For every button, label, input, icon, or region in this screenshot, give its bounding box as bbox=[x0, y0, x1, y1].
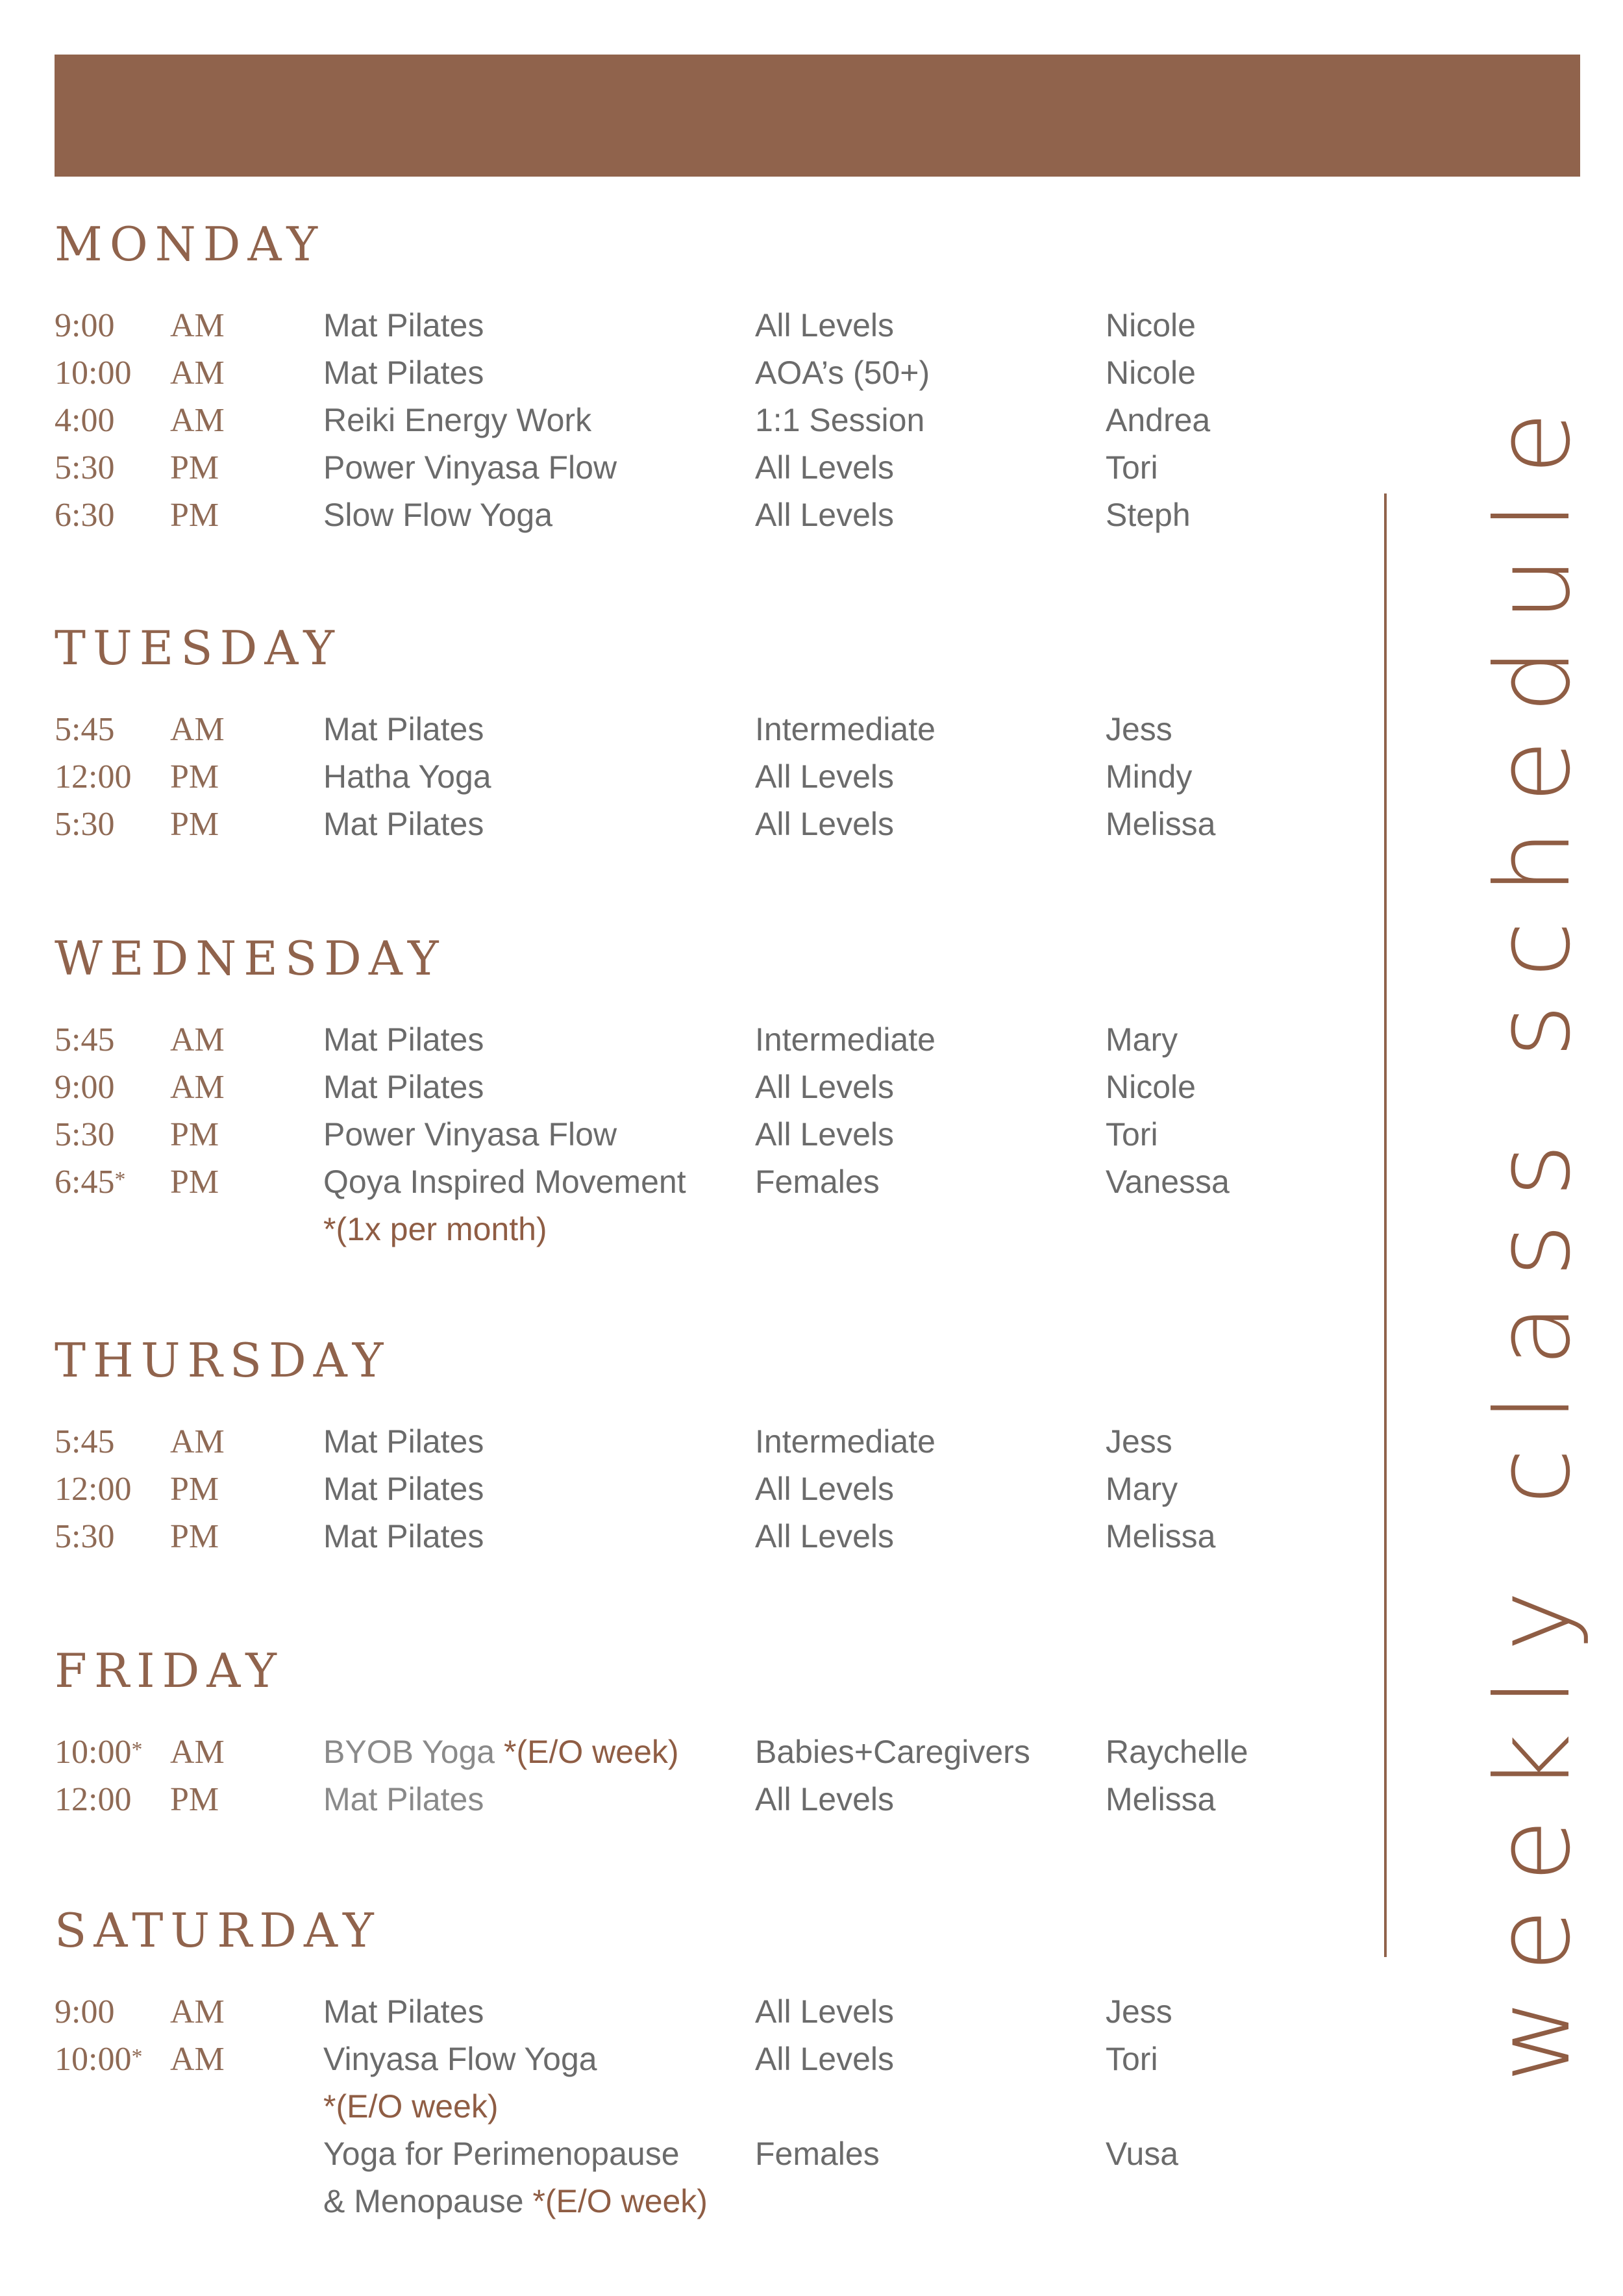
class-time: 10:00* bbox=[55, 2041, 143, 2078]
class-note: *(E/O week) bbox=[504, 1734, 679, 1770]
class-name: Power Vinyasa Flow bbox=[323, 449, 617, 486]
schedule-row bbox=[0, 1776, 1363, 1823]
class-ampm: PM bbox=[170, 1781, 219, 1818]
class-level: Intermediate bbox=[755, 711, 935, 747]
schedule-row bbox=[0, 1418, 1363, 1466]
class-time: 5:30 bbox=[55, 1518, 115, 1555]
schedule-row bbox=[0, 1016, 1363, 1064]
class-name-line2: & Menopause *(E/O week) bbox=[323, 2183, 708, 2219]
schedule-row-note bbox=[0, 2083, 1363, 2130]
class-ampm: PM bbox=[170, 806, 219, 843]
day-heading-friday: FRIDAY bbox=[55, 1643, 284, 1698]
vertical-divider bbox=[1384, 493, 1387, 1957]
schedule-row bbox=[0, 1158, 1363, 1206]
class-name: Mat Pilates bbox=[323, 307, 484, 343]
class-level: All Levels bbox=[755, 1471, 894, 1507]
class-level: 1:1 Session bbox=[755, 402, 925, 438]
class-time: 4:00 bbox=[55, 402, 115, 439]
class-instructor: Raychelle bbox=[1106, 1734, 1248, 1770]
page-title: weekly class schedule bbox=[1474, 384, 1593, 2083]
class-instructor: Steph bbox=[1106, 497, 1191, 533]
class-level: Females bbox=[755, 1164, 880, 1200]
class-instructor: Mindy bbox=[1106, 758, 1193, 795]
class-time: 10:00* bbox=[55, 1734, 143, 1771]
schedule-row bbox=[0, 801, 1363, 848]
schedule-row bbox=[0, 444, 1363, 492]
schedule-row bbox=[0, 397, 1363, 444]
day-heading-monday: MONDAY bbox=[55, 217, 325, 271]
class-name: Mat Pilates bbox=[323, 711, 484, 747]
schedule-row bbox=[0, 1466, 1363, 1513]
class-name: BYOB Yoga *(E/O week) bbox=[323, 1734, 679, 1770]
header-banner bbox=[55, 55, 1580, 177]
schedule-row bbox=[0, 2036, 1363, 2083]
schedule-row bbox=[0, 1111, 1363, 1158]
class-ampm: AM bbox=[170, 2041, 225, 2078]
day-heading-saturday: SATURDAY bbox=[55, 1903, 381, 1958]
class-instructor: Jess bbox=[1106, 1993, 1172, 2030]
class-level: All Levels bbox=[755, 758, 894, 795]
class-ampm: AM bbox=[170, 402, 225, 439]
time-asterisk: * bbox=[131, 2045, 143, 2069]
class-time: 12:00 bbox=[55, 1471, 132, 1508]
schedule-row-continuation bbox=[0, 2178, 1363, 2225]
class-time: 5:45 bbox=[55, 1021, 115, 1058]
class-name: Yoga for Perimenopause bbox=[323, 2136, 680, 2172]
class-instructor: Nicole bbox=[1106, 307, 1196, 343]
class-instructor: Melissa bbox=[1106, 806, 1216, 842]
class-ampm: PM bbox=[170, 497, 219, 534]
class-time: 5:30 bbox=[55, 449, 115, 486]
class-note: *(E/O week) bbox=[532, 2183, 708, 2219]
day-heading-wednesday: WEDNESDAY bbox=[55, 931, 446, 986]
schedule-row bbox=[0, 2130, 1363, 2178]
class-name: Mat Pilates bbox=[323, 1423, 484, 1460]
class-level: Intermediate bbox=[755, 1423, 935, 1460]
class-level: All Levels bbox=[755, 2041, 894, 2077]
class-time: 9:00 bbox=[55, 307, 115, 344]
class-instructor: Vanessa bbox=[1106, 1164, 1230, 1200]
schedule-row bbox=[0, 349, 1363, 397]
class-level: All Levels bbox=[755, 307, 894, 343]
class-instructor: Tori bbox=[1106, 449, 1158, 486]
class-time: 5:45 bbox=[55, 711, 115, 748]
class-level: Intermediate bbox=[755, 1021, 935, 1058]
class-ampm: AM bbox=[170, 1734, 225, 1771]
day-heading-tuesday: TUESDAY bbox=[55, 621, 341, 675]
class-time: 5:30 bbox=[55, 1116, 115, 1153]
class-ampm: PM bbox=[170, 1518, 219, 1555]
schedule-row bbox=[0, 1513, 1363, 1560]
time-asterisk: * bbox=[114, 1167, 126, 1192]
class-note: *(1x per month) bbox=[323, 1211, 547, 1247]
class-time: 9:00 bbox=[55, 1993, 115, 2030]
class-instructor: Mary bbox=[1106, 1021, 1178, 1058]
class-instructor: Vusa bbox=[1106, 2136, 1179, 2172]
class-level: Babies+Caregivers bbox=[755, 1734, 1030, 1770]
class-level: Females bbox=[755, 2136, 880, 2172]
class-time: 6:45* bbox=[55, 1164, 126, 1201]
class-time: 12:00 bbox=[55, 1781, 132, 1818]
schedule-row-note bbox=[0, 1206, 1363, 1253]
class-instructor: Nicole bbox=[1106, 1069, 1196, 1105]
class-ampm: AM bbox=[170, 1423, 225, 1460]
class-level: All Levels bbox=[755, 1993, 894, 2030]
class-instructor: Tori bbox=[1106, 2041, 1158, 2077]
schedule-row bbox=[0, 1728, 1363, 1776]
class-ampm: AM bbox=[170, 355, 225, 392]
class-level: All Levels bbox=[755, 1781, 894, 1817]
class-name: Slow Flow Yoga bbox=[323, 497, 553, 533]
class-ampm: AM bbox=[170, 1993, 225, 2030]
class-name: Mat Pilates bbox=[323, 1069, 484, 1105]
class-name: Qoya Inspired Movement bbox=[323, 1164, 686, 1200]
class-ampm: PM bbox=[170, 449, 219, 486]
class-instructor: Andrea bbox=[1106, 402, 1211, 438]
class-level: All Levels bbox=[755, 497, 894, 533]
day-heading-thursday: THURSDAY bbox=[55, 1333, 391, 1388]
class-instructor: Nicole bbox=[1106, 355, 1196, 391]
class-ampm: AM bbox=[170, 1021, 225, 1058]
class-ampm: PM bbox=[170, 1116, 219, 1153]
class-ampm: PM bbox=[170, 1471, 219, 1508]
class-instructor: Jess bbox=[1106, 711, 1172, 747]
class-instructor: Melissa bbox=[1106, 1518, 1216, 1554]
schedule-row bbox=[0, 1988, 1363, 2036]
schedule-row bbox=[0, 302, 1363, 349]
class-name: Mat Pilates bbox=[323, 1021, 484, 1058]
class-instructor: Mary bbox=[1106, 1471, 1178, 1507]
class-note: *(E/O week) bbox=[323, 2088, 499, 2125]
class-time: 5:45 bbox=[55, 1423, 115, 1460]
schedule-row bbox=[0, 753, 1363, 801]
class-level: AOA’s (50+) bbox=[755, 355, 930, 391]
schedule-row bbox=[0, 1064, 1363, 1111]
class-ampm: PM bbox=[170, 1164, 219, 1201]
class-name: Reiki Energy Work bbox=[323, 402, 592, 438]
class-level: All Levels bbox=[755, 1069, 894, 1105]
time-asterisk: * bbox=[131, 1738, 143, 1762]
class-ampm: AM bbox=[170, 1069, 225, 1106]
class-ampm: AM bbox=[170, 307, 225, 344]
class-time: 9:00 bbox=[55, 1069, 115, 1106]
class-level: All Levels bbox=[755, 1518, 894, 1554]
schedule-row bbox=[0, 706, 1363, 753]
class-time: 5:30 bbox=[55, 806, 115, 843]
class-name: Mat Pilates bbox=[323, 1993, 484, 2030]
class-name: Vinyasa Flow Yoga bbox=[323, 2041, 597, 2077]
class-time: 6:30 bbox=[55, 497, 115, 534]
class-level: All Levels bbox=[755, 806, 894, 842]
class-name: Mat Pilates bbox=[323, 1471, 484, 1507]
class-name: Mat Pilates bbox=[323, 355, 484, 391]
class-name: Power Vinyasa Flow bbox=[323, 1116, 617, 1153]
class-name: Mat Pilates bbox=[323, 1781, 484, 1817]
class-ampm: AM bbox=[170, 711, 225, 748]
class-time: 12:00 bbox=[55, 758, 132, 795]
class-level: All Levels bbox=[755, 449, 894, 486]
class-instructor: Jess bbox=[1106, 1423, 1172, 1460]
class-instructor: Tori bbox=[1106, 1116, 1158, 1153]
class-name: Hatha Yoga bbox=[323, 758, 491, 795]
class-time: 10:00 bbox=[55, 355, 132, 392]
class-ampm: PM bbox=[170, 758, 219, 795]
class-instructor: Melissa bbox=[1106, 1781, 1216, 1817]
schedule-row bbox=[0, 492, 1363, 539]
class-name: Mat Pilates bbox=[323, 1518, 484, 1554]
class-level: All Levels bbox=[755, 1116, 894, 1153]
class-name: Mat Pilates bbox=[323, 806, 484, 842]
